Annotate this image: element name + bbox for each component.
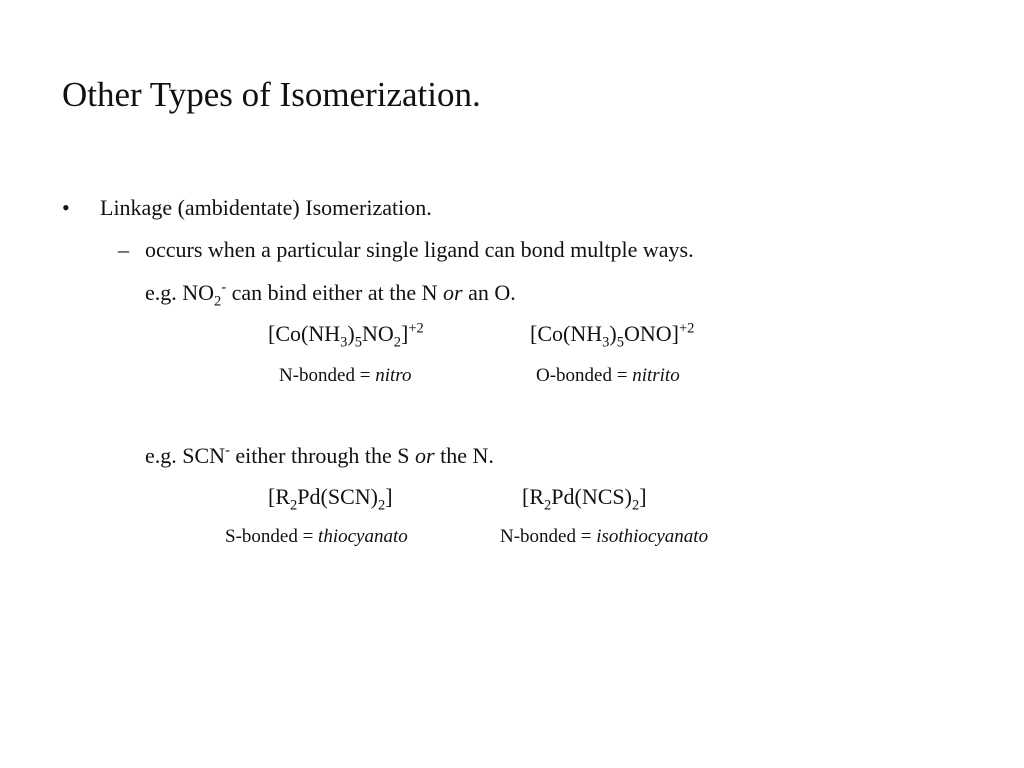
label-italic: nitrito	[632, 365, 680, 386]
formula-charge: +2	[678, 320, 695, 337]
label-italic: nitro	[375, 365, 412, 386]
label-text: S-bonded =	[225, 526, 319, 547]
label-italic: isothiocyanato	[596, 526, 709, 547]
formula-charge: +2	[408, 320, 424, 337]
formula-sub: 5	[616, 334, 624, 351]
label-thiocyanato	[225, 526, 408, 548]
formula-sub: 3	[340, 334, 348, 351]
formula-part: [Co(NH	[268, 321, 341, 346]
no2-or: or	[443, 280, 463, 305]
dash-marker: –	[118, 237, 129, 262]
formula-part: [R	[522, 484, 544, 509]
formula-part: Pd(NCS)	[551, 484, 632, 509]
no2-mid: can bind either at the N	[226, 280, 444, 305]
slide-title: Other Types of Isomerization.	[62, 75, 481, 114]
formula-part: ]	[385, 484, 393, 509]
formula-nitro-complex	[268, 320, 424, 351]
scn-eg: e.g. SCN	[145, 443, 226, 468]
no2-subscript: 2	[214, 293, 222, 310]
formula-part: NO	[361, 321, 394, 346]
formula-part: [R	[268, 484, 290, 509]
scn-mid: either through the S	[229, 443, 416, 468]
formula-part: )	[609, 321, 617, 346]
scn-charge: -	[225, 442, 230, 459]
formula-nitrito-complex	[530, 320, 695, 351]
label-nitrito	[536, 365, 680, 387]
bullet-marker: •	[62, 195, 70, 220]
scn-or: or	[415, 443, 435, 468]
formula-part: Pd(SCN)	[297, 484, 378, 509]
formula-sub: 2	[544, 497, 552, 514]
formula-part: [Co(NH	[530, 321, 603, 346]
formula-sub: 2	[290, 497, 298, 514]
scn-end: the N.	[434, 443, 494, 468]
formula-part: )	[347, 321, 355, 346]
no2-end: an O.	[462, 280, 516, 305]
formula-part: ]	[401, 321, 409, 346]
formula-sub: 2	[377, 497, 386, 514]
label-text: N-bonded =	[500, 526, 597, 547]
formula-sub: 3	[602, 334, 610, 351]
no2-eg: e.g. NO	[145, 280, 215, 305]
formula-isothiocyanato-complex	[522, 484, 647, 514]
scn-example-line	[145, 443, 494, 469]
formula-part: ]	[639, 484, 647, 509]
label-isothiocyanato	[500, 526, 708, 548]
label-italic: thiocyanato	[318, 526, 408, 547]
formula-sub: 5	[354, 334, 362, 351]
no2-charge: -	[221, 279, 227, 296]
label-text: N-bonded =	[279, 365, 376, 386]
sub-bullet-text: occurs when a particular single ligand can bond multple ways.	[145, 237, 694, 262]
formula-sub: 2	[631, 497, 640, 514]
label-nitro	[279, 365, 411, 387]
formula-thiocyanato-complex	[268, 484, 393, 514]
no2-example-line	[145, 279, 516, 310]
formula-sub: 2	[393, 334, 402, 351]
label-text: O-bonded =	[536, 365, 633, 386]
formula-part: ONO]	[623, 321, 679, 346]
bullet-text: Linkage (ambidentate) Isomerization.	[100, 195, 432, 220]
